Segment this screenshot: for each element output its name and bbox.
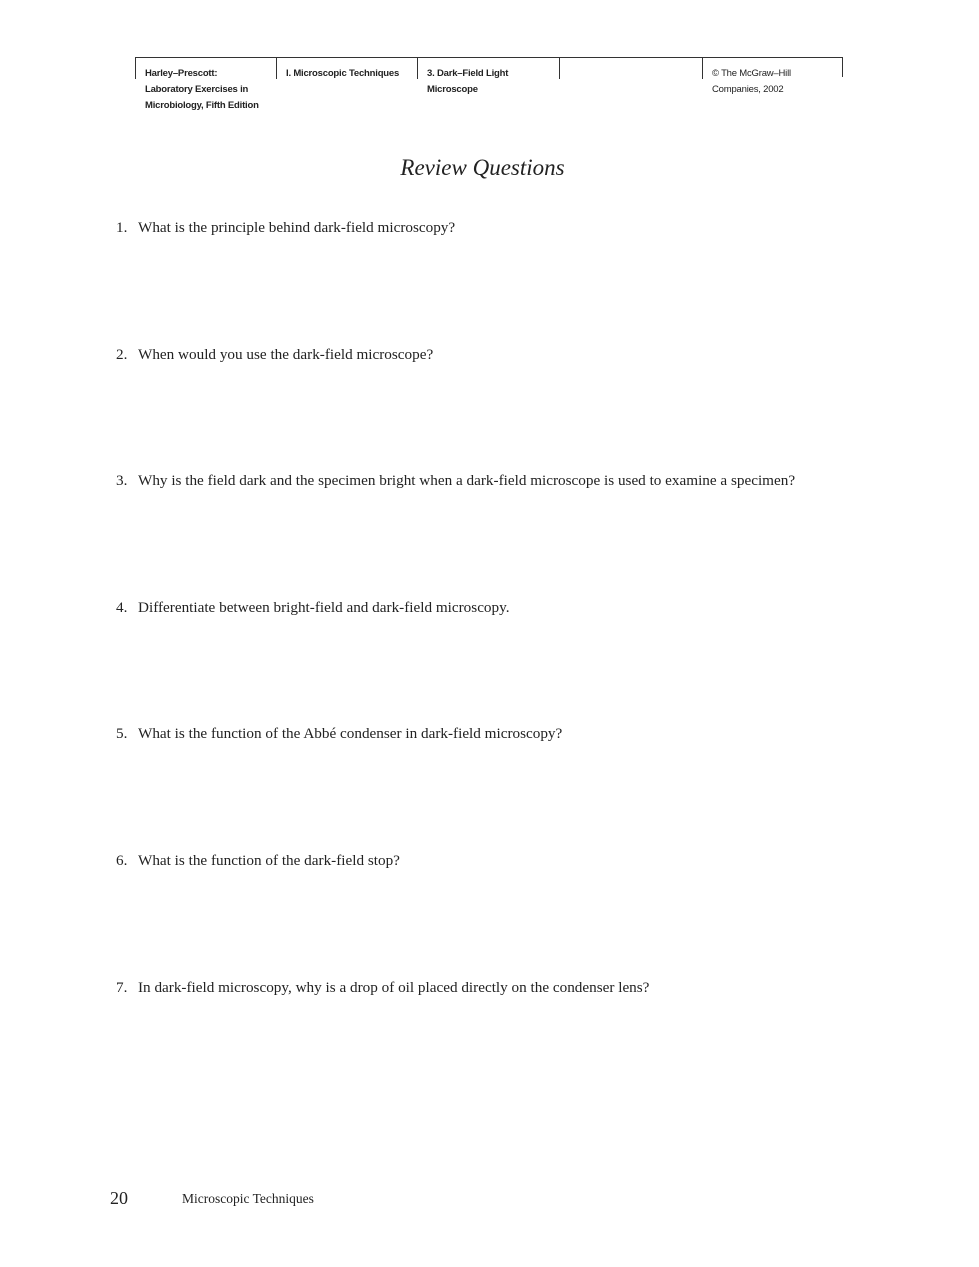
- question-number: 2.: [116, 346, 128, 363]
- header-chapter: [417, 58, 559, 118]
- header-book-line-2: Laboratory Exercises in: [145, 84, 249, 95]
- header-copyright: [702, 58, 843, 118]
- question-number: 5.: [116, 725, 128, 742]
- header-book-line-3: Microbiology, Fifth Edition: [145, 100, 259, 111]
- question-text: In dark-field microscopy, why is a drop of oil placed directly on the condenser lens?: [138, 979, 650, 996]
- header-empty-cell: [559, 58, 702, 118]
- page-number: 20: [110, 1188, 128, 1208]
- page-title: Review Questions: [400, 155, 565, 180]
- header-part-line-1: I. Microscopic Techniques: [286, 68, 400, 79]
- question-text: Why is the field dark and the specimen bright when a dark-field microscope is used to examine a specimen?: [138, 472, 796, 489]
- question-3: [116, 472, 795, 490]
- question-number: 1.: [116, 219, 128, 236]
- question-6: [116, 852, 400, 870]
- question-text: When would you use the dark-field microscope?: [138, 346, 434, 363]
- question-text: What is the principle behind dark-field microscopy?: [138, 219, 456, 236]
- header-chapter-line-1: 3. Dark–Field Light: [427, 68, 509, 79]
- question-4: [116, 599, 510, 617]
- question-number: 4.: [116, 599, 128, 616]
- question-2: [116, 346, 433, 364]
- running-header: [135, 57, 843, 118]
- question-number: 3.: [116, 472, 128, 489]
- question-text: Differentiate between bright-field and dark-field microscopy.: [138, 599, 510, 616]
- header-part: [276, 58, 417, 118]
- header-copyright-line-2: Companies, 2002: [712, 84, 784, 95]
- header-chapter-line-2: Microscope: [427, 84, 478, 95]
- header-book-title: [135, 58, 276, 118]
- question-1: [116, 219, 455, 237]
- question-number: 6.: [116, 852, 128, 869]
- question-text: What is the function of the dark-field stop?: [138, 852, 400, 869]
- question-text: What is the function of the Abbé condenser in dark-field microscopy?: [138, 725, 563, 742]
- footer-section-title: Microscopic Techniques: [182, 1191, 314, 1206]
- question-5: [116, 725, 562, 743]
- header-book-line-1: Harley–Prescott:: [145, 68, 218, 79]
- header-copyright-line-1: © The McGraw–Hill: [712, 68, 791, 79]
- question-7: [116, 979, 649, 997]
- question-number: 7.: [116, 979, 128, 996]
